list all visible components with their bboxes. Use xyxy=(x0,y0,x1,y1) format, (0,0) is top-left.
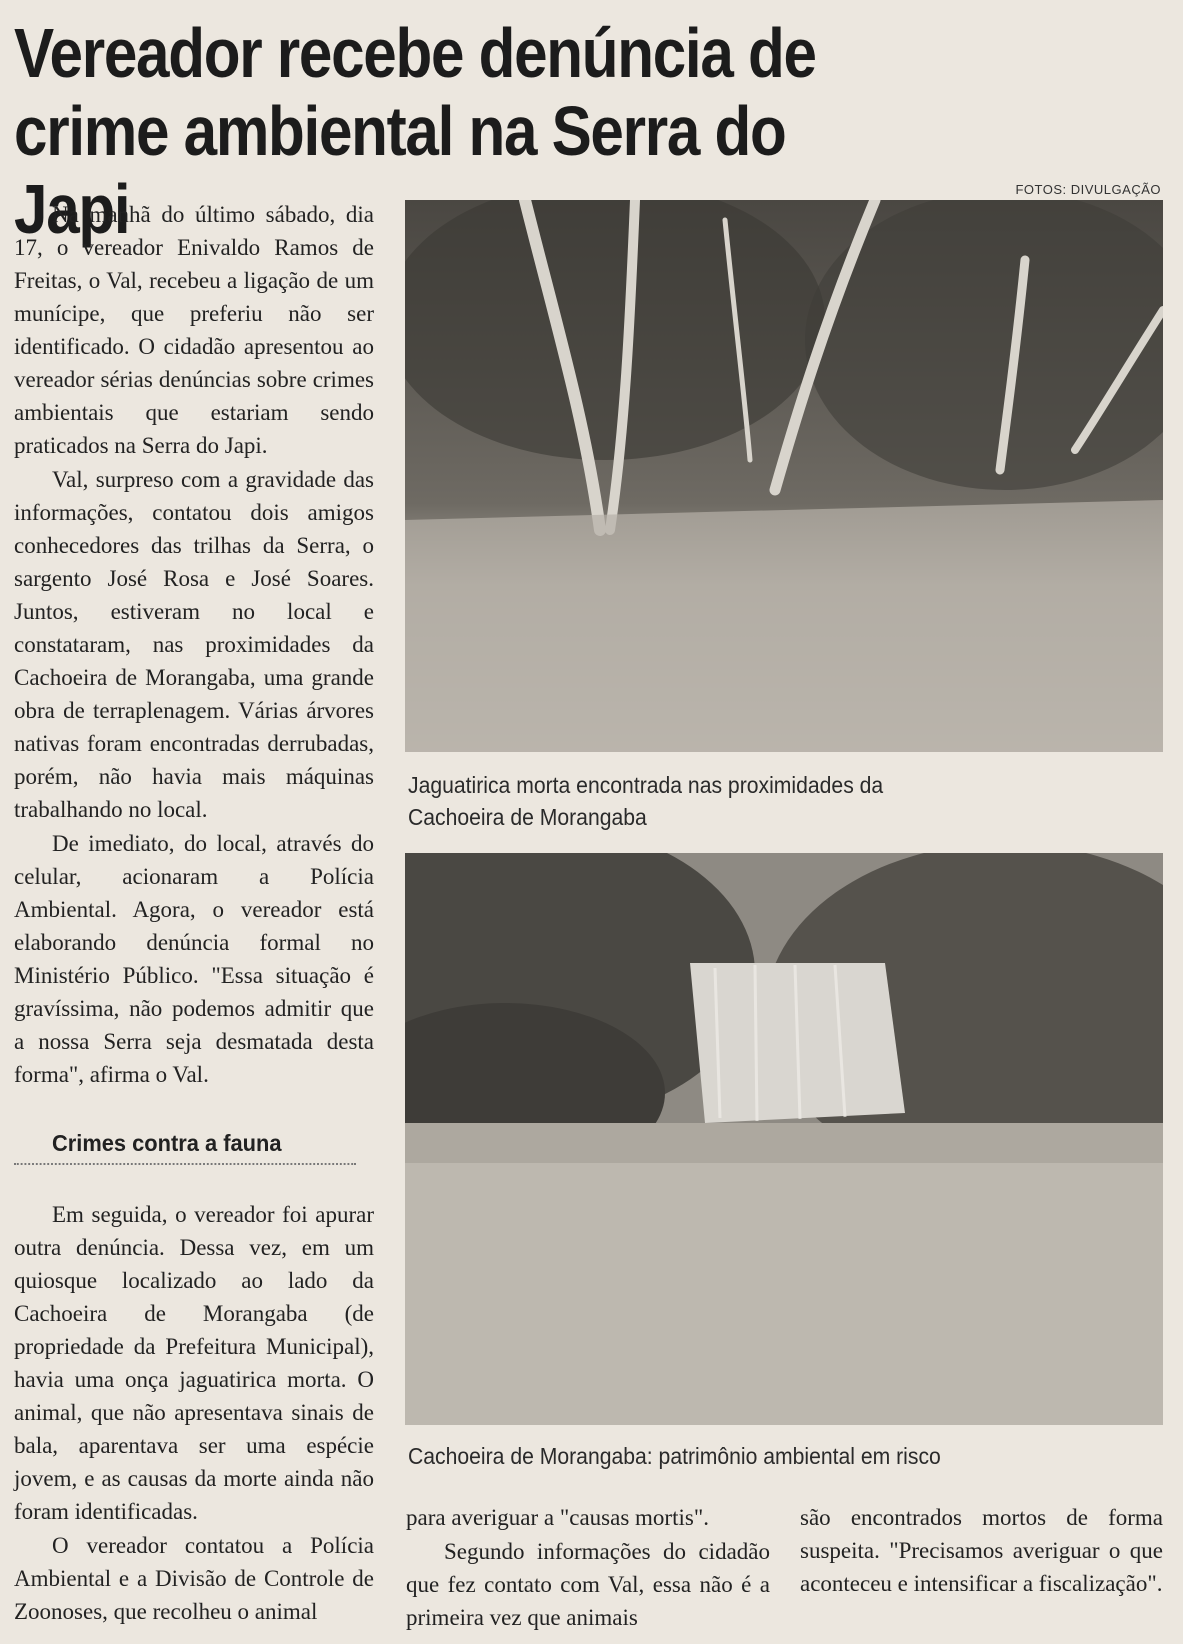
subheading: Crimes contra a fauna xyxy=(14,1130,356,1165)
article-column-3 xyxy=(800,1501,1163,1601)
headline: Vereador recebe denúncia de crime ambiental na Serra do Japi xyxy=(14,14,816,248)
article-column-1 xyxy=(14,198,374,1092)
paragraph: para averiguar a "causas mortis". xyxy=(406,1505,709,1530)
waterfall-photo xyxy=(405,853,1163,1425)
photo-credit: FOTOS: DIVULGAÇÃO xyxy=(1015,182,1161,197)
paragraph: Na manhã do último sábado, dia 17, o vereador Enivaldo Ramos de Freitas, o Val, recebeu a ligação de um munícipe, que preferiu não ser identificado. O cidadão apresentou ao vereador sérias denúncias sobre crimes ambientais que estariam sendo praticados na Serra do Japi. xyxy=(14,202,374,458)
paragraph: Val, surpreso com a gravidade das informações, contatou dois amigos conhecedores das trilhas da Serra, o sargento José Rosa e José Soares. Juntos, estiveram no local e constataram, nas proximidades da Cachoeira de Morangaba, uma grande obra de terraplenagem. Várias árvores nativas foram encontradas derrubadas, porém, não havia mais máquinas trabalhando no local. xyxy=(14,467,374,822)
photo-caption-1: Jaguatirica morta encontrada nas proximidades da Cachoeira de Morangaba xyxy=(408,772,884,830)
article-column-1-continued xyxy=(14,1198,374,1629)
paragraph: O vereador contatou a Polícia Ambiental e a Divisão de Controle de Zoonoses, que recolheu o animal xyxy=(14,1533,374,1624)
paragraph: Em seguida, o vereador foi apurar outra denúncia. Dessa vez, em um quiosque localizado ao lado da Cachoeira de Morangaba (de propriedade da Prefeitura Municipal), havia uma onça jaguatirica morta. O animal, que não apresentava sinais de bala, aparentava ser uma espécie jovem, e as causas da morte ainda não foram identificadas. xyxy=(14,1202,374,1524)
paragraph: De imediato, do local, através do celular, acionaram a Polícia Ambiental. Agora, o vereador está elaborando denúncia formal no Ministério Público. "Essa situação é gravíssima, não podemos admitir que a nossa Serra seja desmatada desta forma", afirma o Val. xyxy=(14,831,374,1087)
paragraph: são encontrados mortos de forma suspeita. "Precisamos averiguar o que aconteceu e intensificar a fiscalização". xyxy=(800,1505,1163,1596)
photo-caption-2: Cachoeira de Morangaba: patrimônio ambiental em risco xyxy=(408,1443,941,1469)
paragraph: Segundo informações do cidadão que fez contato com Val, essa não é a primeira vez que animais xyxy=(406,1539,770,1630)
forest-clearing-photo xyxy=(405,200,1163,752)
article-column-2 xyxy=(406,1501,770,1635)
